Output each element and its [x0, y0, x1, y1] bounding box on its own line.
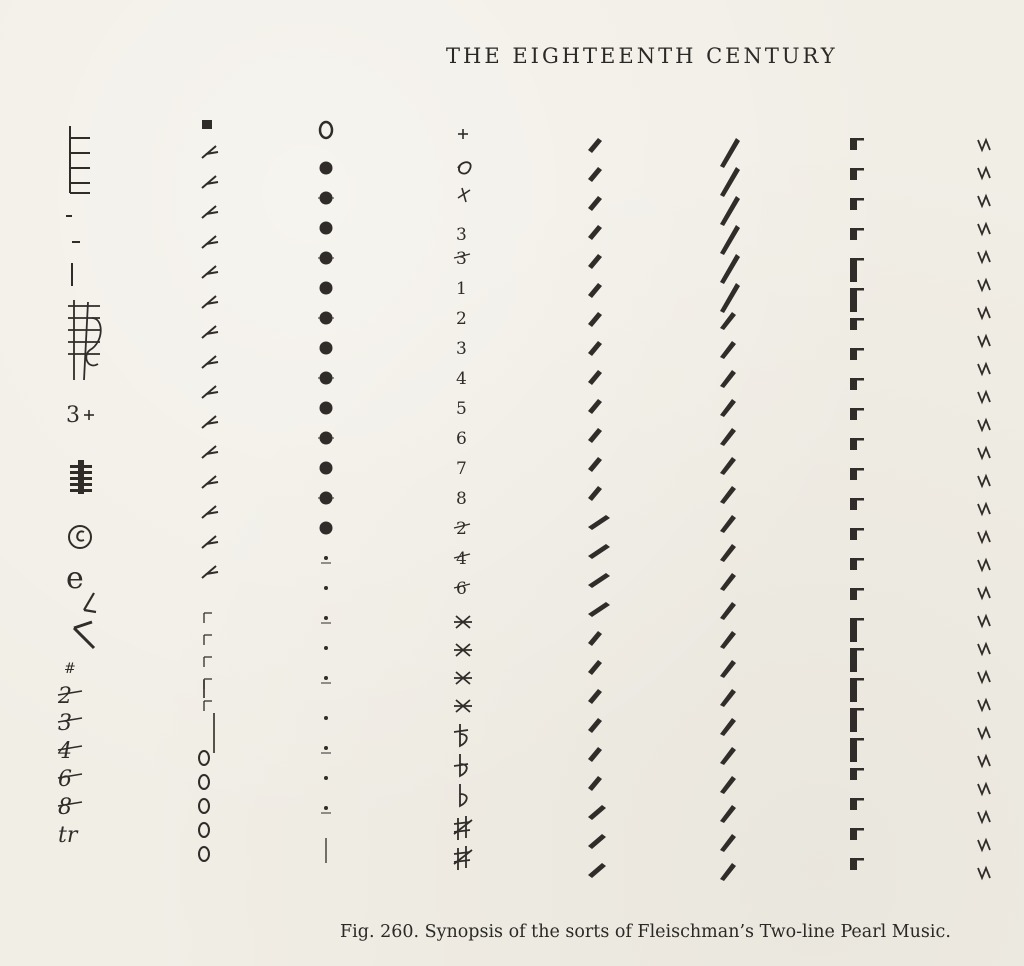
- beam-glyph: [588, 370, 602, 385]
- bracket-glyph: [204, 635, 212, 645]
- whole-note-glyph: [199, 823, 209, 837]
- tick-glyph: [978, 504, 990, 514]
- note-head-glyph: [320, 342, 333, 355]
- bar-glyph: [850, 378, 857, 390]
- bar-cap-glyph: [857, 288, 864, 291]
- bar-cap-glyph: [857, 768, 864, 771]
- bar-glyph: [850, 408, 857, 420]
- tick-glyph: [978, 812, 990, 822]
- tick-glyph: [978, 336, 990, 346]
- dot-glyph: [324, 676, 328, 680]
- bar-glyph: [850, 528, 857, 540]
- slant-stroke-glyph: [720, 283, 740, 313]
- numeral-glyph: 1: [456, 279, 467, 299]
- column-4-glyphs: [446, 118, 506, 888]
- slant-stroke-glyph: [720, 312, 736, 330]
- numeral-glyph: 6: [456, 579, 467, 599]
- flat-glyphs: [454, 724, 468, 806]
- plus-glyph: [458, 129, 468, 139]
- bar-glyph: [850, 618, 857, 642]
- sharp-sign-glyph: #: [64, 661, 76, 677]
- slant-stroke-glyph: [720, 747, 736, 765]
- bracket-glyph: [204, 679, 212, 689]
- slant-stroke-glyph: [720, 863, 736, 881]
- column-5-glyphs: [578, 118, 638, 888]
- beam-glyph: [588, 776, 602, 791]
- plus-glyph: [84, 410, 94, 420]
- trill-glyph: tr: [58, 823, 78, 848]
- dot-glyph: [324, 806, 328, 810]
- whole-note-glyph: [320, 122, 332, 138]
- beam-glyph: [588, 283, 602, 298]
- numeral-glyph: 4: [456, 369, 467, 389]
- flag-glyph: [202, 566, 218, 578]
- tick-glyph: [978, 308, 990, 318]
- figured-bass-glyph: 8: [58, 795, 72, 820]
- struck-sharp-glyphs: [454, 816, 472, 870]
- flag-glyph: [202, 416, 218, 428]
- bar-glyph: [850, 138, 857, 150]
- beam-glyph: [588, 138, 602, 153]
- slant-stroke-glyph: [720, 225, 740, 255]
- slant-stroke-glyph: [720, 428, 736, 446]
- double-sharp-glyphs: [454, 616, 472, 712]
- dot-glyph: [324, 716, 328, 720]
- bar-glyph: [850, 228, 857, 240]
- tick-glyph: [978, 868, 990, 878]
- bar-cap-glyph: [857, 408, 864, 411]
- sort-column-1: [58, 118, 118, 888]
- bar-cap-glyph: [857, 648, 864, 651]
- slant-stroke-glyph: [720, 602, 736, 620]
- figured-bass-glyph: 2: [58, 684, 72, 709]
- tick-glyph: [978, 672, 990, 682]
- bar-glyph: [850, 588, 857, 600]
- tick-glyph: [978, 252, 990, 262]
- dot-glyph: [324, 776, 328, 780]
- beam-glyph: [588, 225, 602, 240]
- dot-glyph: [324, 616, 328, 620]
- slant-stroke-glyph: [720, 167, 740, 197]
- sort-column-5: [578, 118, 638, 888]
- numeral-glyph: 3: [66, 403, 80, 428]
- numeral-glyph: 6: [456, 429, 467, 449]
- tick-glyph: [978, 420, 990, 430]
- column-3-glyphs: [312, 118, 372, 888]
- bar-cap-glyph: [857, 858, 864, 861]
- bar-cap-glyph: [857, 498, 864, 501]
- slash-glyph: [84, 593, 96, 612]
- circled-c-glyph: [69, 526, 91, 548]
- bar-glyph: [850, 858, 857, 870]
- slant-stroke-glyph: [720, 515, 736, 533]
- bar-cap-glyph: [857, 558, 864, 561]
- numeral-glyph: 3: [456, 249, 467, 269]
- bar-cap-glyph: [857, 378, 864, 381]
- slant-stroke-glyph: [720, 718, 736, 736]
- wedge-glyph: [74, 622, 94, 648]
- whole-note-glyph: [199, 847, 209, 861]
- column-7-glyphs: [842, 118, 902, 888]
- bar-cap-glyph: [857, 708, 864, 711]
- cross-glyph: [458, 188, 470, 202]
- beam-glyph: [588, 718, 602, 733]
- bar-glyph: [850, 498, 857, 510]
- dot-glyph: [324, 556, 328, 560]
- stacked-bars-glyph: [70, 460, 92, 494]
- beam-glyph: [588, 660, 602, 675]
- slant-stroke-glyph: [720, 254, 740, 284]
- whole-note-glyph: [199, 751, 209, 765]
- slant-stroke-glyph: [720, 660, 736, 678]
- bar-glyph: [850, 768, 857, 780]
- slant-stroke-glyph: [720, 631, 736, 649]
- note-head-glyph: [320, 462, 333, 475]
- bar-cap-glyph: [857, 138, 864, 141]
- staff-fragment-glyph: [70, 126, 90, 193]
- bracket-glyph: [204, 701, 212, 711]
- figured-bass-glyph: 4: [58, 739, 72, 764]
- beam-glyph: [588, 602, 610, 617]
- beam-glyph: [588, 747, 602, 762]
- bar-cap-glyph: [857, 738, 864, 741]
- beam-glyph: [588, 631, 602, 646]
- flag-glyph: [202, 146, 218, 158]
- numeral-glyph: 5: [456, 399, 467, 419]
- tick-glyph: [978, 364, 990, 374]
- slant-stroke-glyph: [720, 486, 736, 504]
- bar-cap-glyph: [857, 798, 864, 801]
- bar-glyph: [850, 198, 857, 210]
- sort-column-7: [842, 118, 902, 888]
- bar-glyph: [850, 828, 857, 840]
- bar-cap-glyph: [857, 618, 864, 621]
- bar-cap-glyph: [857, 438, 864, 441]
- flag-glyph: [202, 356, 218, 368]
- tick-glyph: [978, 644, 990, 654]
- flag-glyph: [202, 326, 218, 338]
- flag-glyph: [202, 476, 218, 488]
- beam-glyph: [588, 486, 602, 501]
- beam-glyph: [588, 515, 610, 530]
- flag-glyph: [202, 266, 218, 278]
- slant-stroke-glyph: [720, 776, 736, 794]
- tick-glyph: [978, 168, 990, 178]
- whole-note-glyph: [199, 799, 209, 813]
- numeral-glyph: 2: [456, 519, 467, 539]
- sort-column-3: [312, 118, 372, 888]
- bar-glyph: [850, 468, 857, 480]
- bar-glyph: [850, 318, 857, 330]
- bar-cap-glyph: [857, 168, 864, 171]
- bar-cap-glyph: [857, 528, 864, 531]
- beam-glyph: [588, 341, 602, 356]
- flag-glyph: [202, 296, 218, 308]
- figured-bass-glyph: 3: [58, 711, 72, 736]
- bar-cap-glyph: [857, 228, 864, 231]
- tick-glyph: [978, 756, 990, 766]
- bar-glyph: [850, 798, 857, 810]
- bar-glyph: [850, 648, 857, 672]
- dot-glyph: [324, 746, 328, 750]
- bar-cap-glyph: [857, 198, 864, 201]
- bar-glyph: [850, 708, 857, 732]
- dot-glyph: [324, 586, 328, 590]
- tick-glyph: [978, 728, 990, 738]
- beam-glyph: [588, 805, 606, 820]
- beam-glyph: [588, 834, 606, 849]
- whole-note-glyph: [199, 775, 209, 789]
- tick-glyph: [978, 532, 990, 542]
- beam-glyph: [588, 196, 602, 211]
- note-head-glyph: [320, 522, 333, 535]
- figured-bass-glyph: 6: [58, 767, 72, 792]
- bar-cap-glyph: [857, 588, 864, 591]
- note-head-glyph: [320, 222, 333, 235]
- tick-glyph: [978, 840, 990, 850]
- note-head-glyph: [320, 162, 333, 175]
- beam-glyph: [588, 689, 602, 704]
- dot-glyph: [324, 646, 328, 650]
- column-1-glyphs: [58, 118, 138, 888]
- tick-glyph: [978, 224, 990, 234]
- tick-glyph: [978, 588, 990, 598]
- numeral-glyph: 2: [456, 309, 467, 329]
- slant-stroke-glyph: [720, 573, 736, 591]
- slant-stroke-glyph: [720, 457, 736, 475]
- note-head-glyph: [320, 282, 333, 295]
- bar-glyph: [850, 678, 857, 702]
- column-6-glyphs: [710, 118, 770, 888]
- bracket-glyph: [204, 613, 212, 623]
- numeral-glyph: 4: [456, 549, 467, 569]
- staff-clef-group-glyph: [68, 300, 101, 380]
- beam-glyph: [588, 457, 602, 472]
- slant-stroke-glyph: [720, 689, 736, 707]
- slant-stroke-glyph: [720, 370, 736, 388]
- flag-glyph: [202, 506, 218, 518]
- flag-glyph: [202, 536, 218, 548]
- tick-glyph: [978, 616, 990, 626]
- beam-glyph: [588, 863, 606, 878]
- numeral-glyph: 3: [456, 339, 467, 359]
- tick-glyph: [978, 448, 990, 458]
- column-8-glyphs: [972, 118, 1012, 888]
- common-time-glyph: e: [66, 561, 84, 596]
- beam-glyph: [588, 573, 610, 588]
- bar-cap-glyph: [857, 678, 864, 681]
- flag-glyph: [202, 236, 218, 248]
- slant-stroke-glyph: [720, 341, 736, 359]
- bar-cap-glyph: [857, 258, 864, 261]
- tick-glyph: [978, 280, 990, 290]
- sort-column-8: [972, 118, 1024, 888]
- running-head: THE EIGHTEENTH CENTURY: [446, 44, 838, 68]
- short-dash-glyphs: [66, 216, 80, 286]
- bar-cap-glyph: [857, 828, 864, 831]
- sort-column-6: [710, 118, 770, 888]
- slant-stroke-glyph: [720, 138, 740, 168]
- slant-stroke-glyph: [720, 399, 736, 417]
- bar-cap-glyph: [857, 468, 864, 471]
- turn-ornament-glyph: [458, 162, 471, 173]
- bar-glyph: [850, 558, 857, 570]
- beam-glyph: [588, 312, 602, 327]
- beam-glyph: [588, 544, 610, 559]
- bar-glyph: [850, 258, 857, 282]
- tick-glyph: [978, 476, 990, 486]
- tick-glyph: [978, 784, 990, 794]
- beam-glyph: [588, 399, 602, 414]
- note-head-glyph: [320, 402, 333, 415]
- sort-column-2: [194, 118, 254, 888]
- bar-cap-glyph: [857, 348, 864, 351]
- flag-glyph: [202, 386, 218, 398]
- flag-glyph: [202, 176, 218, 188]
- tick-glyph: [978, 392, 990, 402]
- numeral-glyph: 8: [456, 489, 467, 509]
- slant-stroke-glyph: [720, 834, 736, 852]
- column-2-glyphs: [194, 118, 254, 888]
- slant-stroke-glyph: [720, 805, 736, 823]
- bar-glyph: [850, 168, 857, 180]
- bar-glyph: [850, 288, 857, 312]
- numeral-glyph: 7: [456, 459, 467, 479]
- bar-glyph: [850, 348, 857, 360]
- tick-glyph: [978, 700, 990, 710]
- tick-glyph: [978, 560, 990, 570]
- bracket-glyph: [204, 657, 212, 667]
- slant-stroke-glyph: [720, 544, 736, 562]
- tick-glyph: [978, 196, 990, 206]
- tick-glyph: [978, 140, 990, 150]
- beam-glyph: [588, 167, 602, 182]
- beam-glyph: [588, 254, 602, 269]
- bar-cap-glyph: [857, 318, 864, 321]
- numeral-glyph: 3: [456, 225, 467, 245]
- sort-column-4: [446, 118, 506, 888]
- figure-caption: Fig. 260. Synopsis of the sorts of Fleischman’s Two-line Pearl Music.: [340, 922, 951, 942]
- flag-glyph: [202, 206, 218, 218]
- beam-glyph: [588, 428, 602, 443]
- rest-glyph: [202, 120, 212, 129]
- bar-glyph: [850, 738, 857, 762]
- bar-glyph: [850, 438, 857, 450]
- flag-glyph: [202, 446, 218, 458]
- slant-stroke-glyph: [720, 196, 740, 226]
